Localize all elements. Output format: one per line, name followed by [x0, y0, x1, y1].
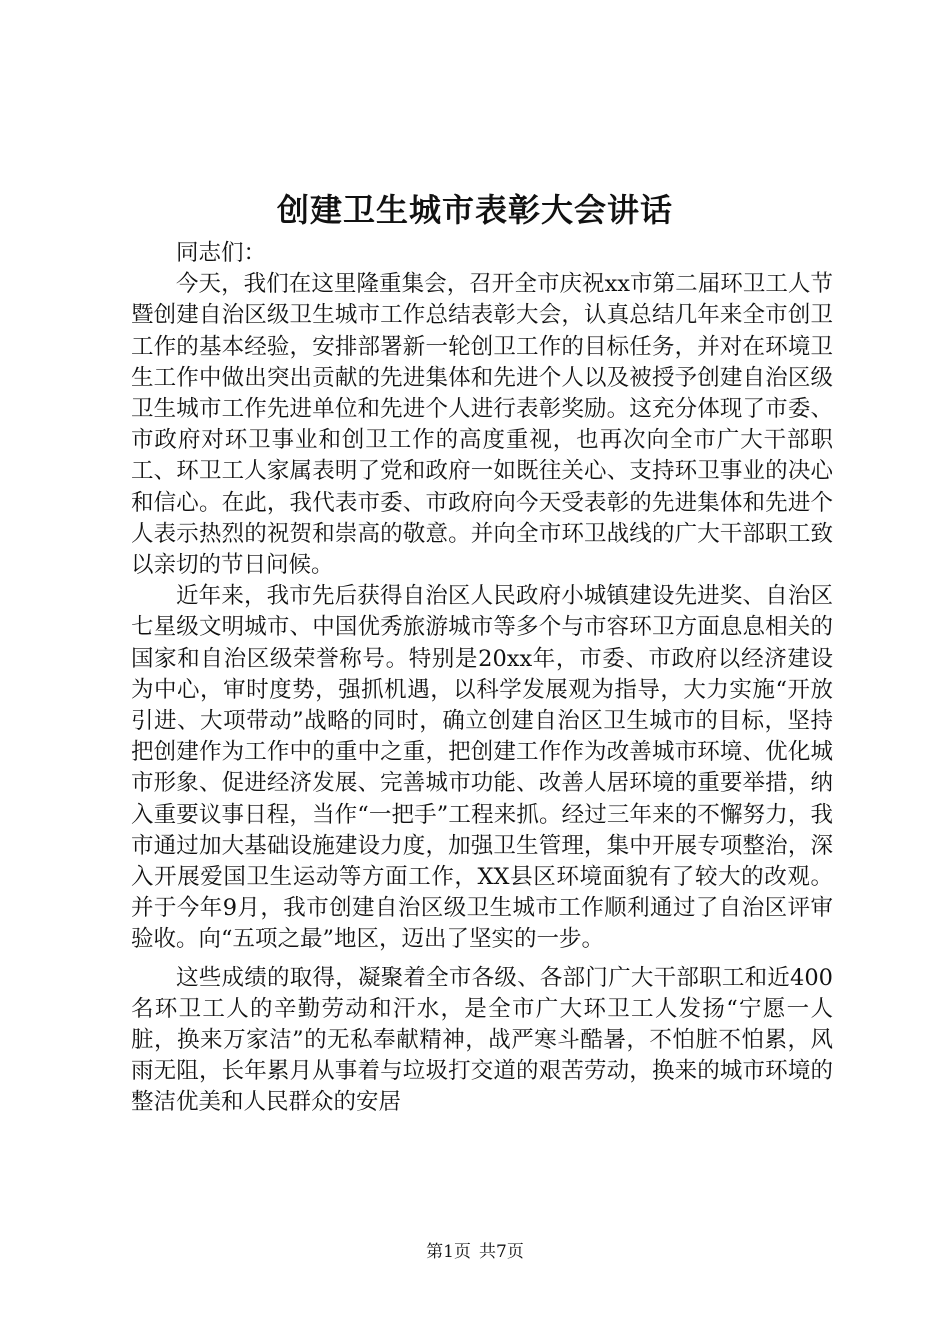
paragraph-1: 今天，我们在这里隆重集会，召开全市庆祝xx市第二届环卫工人节暨创建自治区级卫生城市工作总结表彰大会，认真总结几年来全市创卫工作的基本经验，安排部署新一轮创卫工作的目标任务，并对在环境卫生工作中做出突出贡献的先进集体和先进个人以及被授予创建自治区级卫生城市工作先进单位和先进个人进行表彰奖励。这充分体现了市委、市政府对环卫事业和创卫工作的高度重视，也再次向全市广大干部职工、环卫工人家属表明了党和政府一如既往关心、支持环卫事业的决心和信心。在此，我代表市委、市政府向今天受表彰的先进集体和先进个人表示热烈的祝贺和崇高的敬意。并向全市环卫战线的广大干部职工致以亲切的节日问候。 [131, 271, 833, 579]
paragraph-3: 这些成绩的取得，凝聚着全市各级、各部门广大干部职工和近400名环卫工人的辛勤劳动和汗水，是全市广大环卫工人发扬“宁愿一人脏，换来万家洁”的无私奉献精神，战严寒斗酷暑，不怕脏不怕累，风雨无阻，长年累月从事着与垃圾打交道的艰苦劳动，换来的城市环境的整洁优美和人民群众的安居 [131, 964, 833, 1116]
document-title: 创建卫生城市表彰大会讲话 [276, 191, 673, 229]
page-footer [0, 1240, 950, 1264]
page-total: 共7页 [479, 1242, 524, 1262]
salutation: 同志们： [176, 240, 267, 266]
paragraph-2: 近年来，我市先后获得自治区人民政府小城镇建设先进奖、自治区七星级文明城市、中国优秀旅游城市等多个与市容环卫方面息息相关的国家和自治区级荣誉称号。特别是20xx年，市委、市政府以经济建设为中心，审时度势，强抓机遇，以科学发展观为指导，大力实施“开放引进、大项带动”战略的同时，确立创建自治区卫生城市的目标，坚持把创建作为工作中的重中之重，把创建工作作为改善城市环境、优化城市形象、促进经济发展、完善城市功能、改善人居环境的重要举措，纳入重要议事日程，当作“一把手”工程来抓。经过三年来的不懈努力，我市通过加大基础设施建设力度，加强卫生管理，集中开展专项整治，深入开展爱国卫生运动等方面工作，XX县区环境面貌有了较大的改观。并于今年9月，我市创建自治区级卫生城市工作顺利通过了自治区评审验收。向“五项之最”地区，迈出了坚实的一步。 [131, 583, 833, 953]
page-number: 第1页 [426, 1242, 471, 1262]
document-body [131, 238, 833, 1119]
